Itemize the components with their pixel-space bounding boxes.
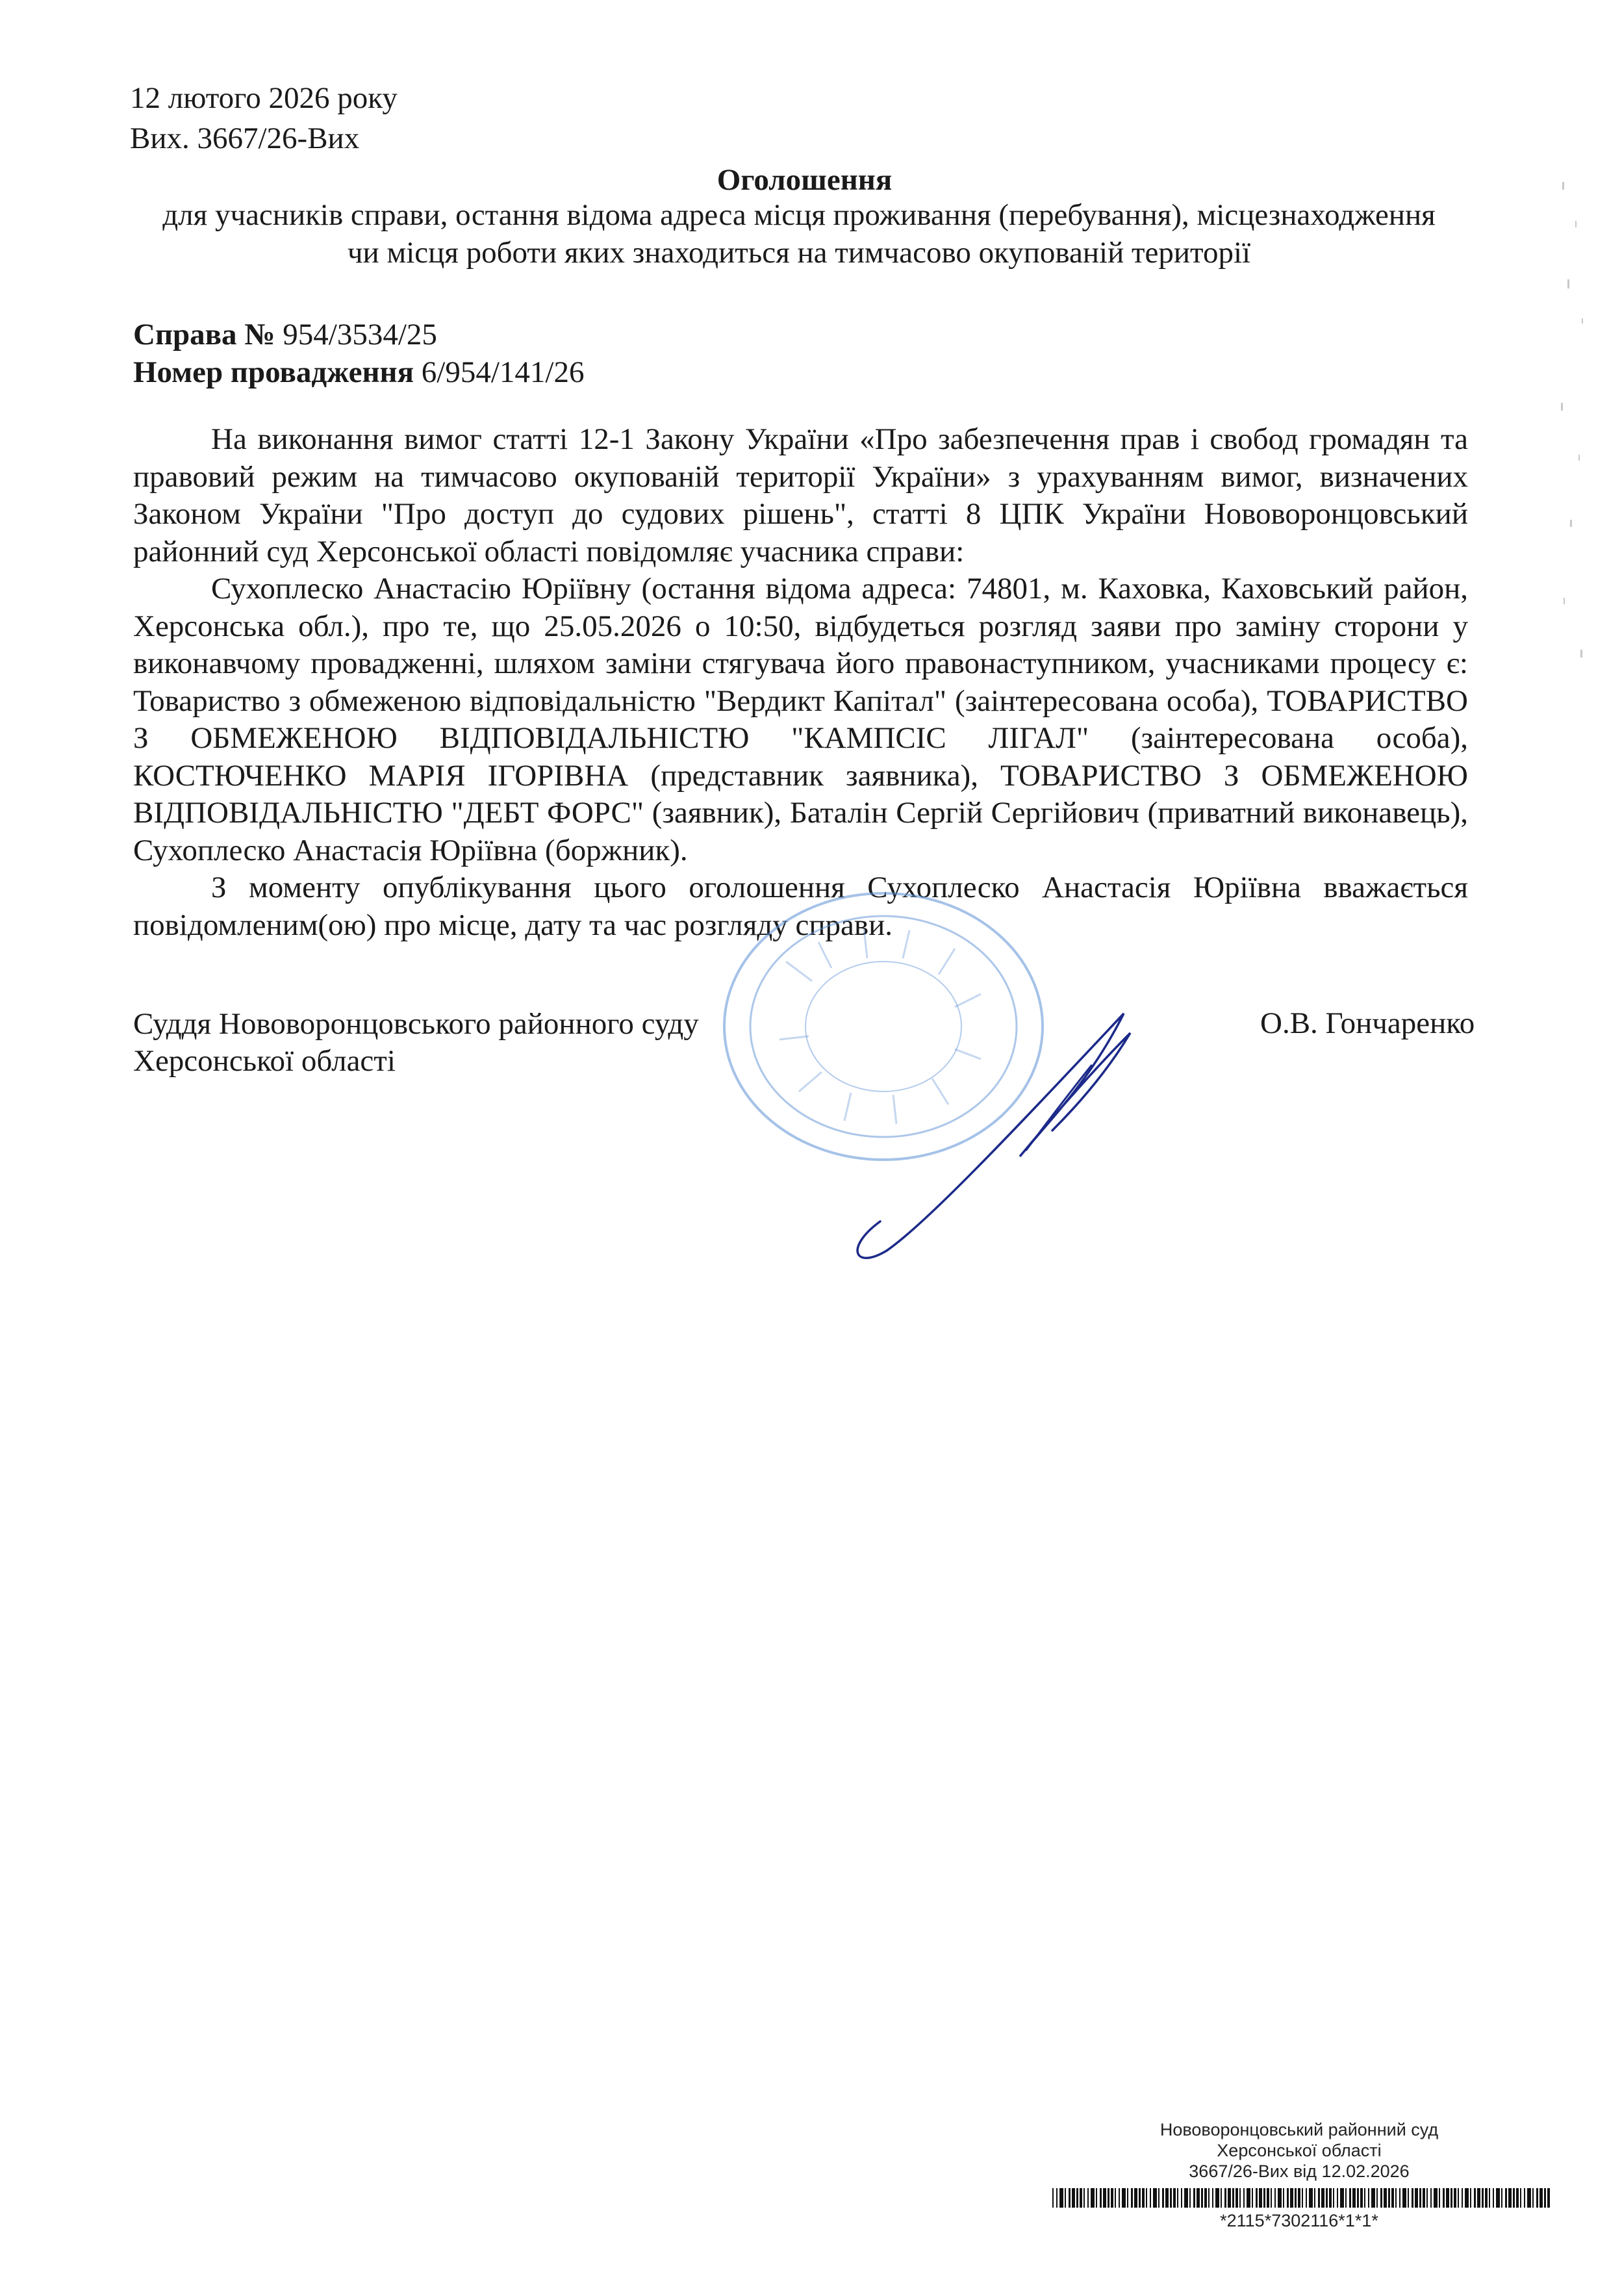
- barcode-bar: [1527, 2188, 1531, 2208]
- barcode-bar: [1520, 2188, 1521, 2208]
- judge-position-line-1: Суддя Нововоронцовського районного суду: [133, 1007, 699, 1041]
- barcode-bar: [1072, 2188, 1075, 2208]
- barcode-bar: [1419, 2188, 1421, 2208]
- barcode-bar: [1360, 2188, 1363, 2208]
- document-date: 12 лютого 2026 року: [130, 81, 398, 115]
- barcode-bar: [1451, 2188, 1452, 2208]
- barcode-bar: [1271, 2188, 1272, 2208]
- barcode-bar: [1122, 2188, 1126, 2208]
- barcode-bar: [1357, 2188, 1359, 2208]
- barcode-bar: [1321, 2188, 1324, 2208]
- barcode-bar: [1388, 2188, 1390, 2208]
- barcode-bar: [1181, 2188, 1182, 2208]
- barcode-bar: [1508, 2188, 1512, 2208]
- judge-position: [133, 1006, 699, 1080]
- barcode-bar: [1111, 2188, 1113, 2208]
- barcode-bar: [1080, 2188, 1082, 2208]
- barcode-bar: [1193, 2188, 1195, 2208]
- barcode-bar: [1462, 2188, 1463, 2208]
- barcode-bar: [1215, 2188, 1219, 2208]
- barcode-bar: [1119, 2188, 1120, 2208]
- barcode-bar: [1340, 2188, 1344, 2208]
- barcode-bar: [1162, 2188, 1164, 2208]
- barcode-bar: [1505, 2188, 1507, 2208]
- barcode-bar: [1395, 2188, 1397, 2208]
- barcode-bar: [1243, 2188, 1245, 2208]
- barcode-bar: [1239, 2188, 1241, 2208]
- barcode-bar: [1103, 2188, 1106, 2208]
- barcode-bar: [1493, 2188, 1494, 2208]
- registration-court-line-1: Нововоронцовський районний суд: [1159, 2120, 1439, 2139]
- barcode-number: *2115*7302116*1*1*: [1220, 2211, 1378, 2230]
- barcode-bar: [1189, 2188, 1191, 2208]
- barcode-bar: [1076, 2188, 1078, 2208]
- barcode-bar: [1274, 2188, 1276, 2208]
- subtitle-line-2: чи місця роботи яких знаходиться на тимчасово окупованій території: [347, 236, 1251, 270]
- registration-number: 3667/26-Вих від 12.02.2026: [1189, 2162, 1410, 2181]
- barcode-bar: [1516, 2188, 1519, 2208]
- barcode-bar: [1056, 2188, 1058, 2208]
- barcode-bar: [1197, 2188, 1200, 2208]
- barcode-bar: [1139, 2188, 1141, 2208]
- barcode-bar: [1496, 2188, 1500, 2208]
- barcode-bar: [1263, 2188, 1265, 2208]
- barcode-bar: [1142, 2188, 1145, 2208]
- barcode-bar: [1252, 2188, 1253, 2208]
- barcode-bar: [1115, 2188, 1116, 2208]
- barcode-bar: [1278, 2188, 1282, 2208]
- barcode-bar: [1391, 2188, 1394, 2208]
- barcode-bar: [1256, 2188, 1258, 2208]
- barcode-bar: [1376, 2188, 1378, 2208]
- barcode-bar: [1544, 2188, 1546, 2208]
- barcode-bar: [1232, 2188, 1234, 2208]
- barcode-bar: [1454, 2188, 1456, 2208]
- barcode-bar: [1158, 2188, 1159, 2208]
- registration-stamp: [1065, 2119, 1533, 2182]
- barcode-bar: [1259, 2188, 1262, 2208]
- case-number-line: [133, 317, 437, 352]
- barcode-bar: [1408, 2188, 1409, 2208]
- barcode-bar: [1349, 2188, 1351, 2208]
- barcode-bar: [1150, 2188, 1151, 2208]
- barcode-bar: [1309, 2188, 1313, 2208]
- barcode-bar: [1426, 2188, 1428, 2208]
- body-paragraph-2: Сухоплеско Анастасію Юріївну (остання відома адреса: 74801, м. Каховка, Каховський район, Херсонська обл.), про те, що 25.05.2026 о 10:50, відбудеться розгляд заяви про заміну сторони у виконавчому провадженні, шляхом заміни стягувача його правонаступником, учасниками процесу є: Товариство з обмеженою відповідальністю "Вердикт Капітал" (заінтересована особа), ТОВАРИСТВО З ОБМЕЖЕНОЮ ВІДПОВІДАЛЬНІСТЮ "КАМПСІС ЛІГАЛ" (заінтересована особа), КОСТЮЧЕНКО МАРІЯ ІГОРІВНА (представник заявника), ТОВАРИСТВО З ОБМЕЖЕНОЮ ВІДПОВІДАЛЬНІСТЮ "ДЕБТ ФОРС" (заявник), Баталін Сергій Сергійович (приватний виконавець), Сухоплеско Анастасія Юріївна (боржник).: [133, 572, 1468, 867]
- barcode-bar: [1412, 2188, 1413, 2208]
- barcode-bar: [1290, 2188, 1293, 2208]
- case-number: 954/3534/25: [283, 318, 437, 351]
- barcode-bar: [1458, 2188, 1459, 2208]
- barcode-bar: [1173, 2188, 1176, 2208]
- barcode-bar: [1134, 2188, 1137, 2208]
- barcode-bar: [1430, 2188, 1432, 2208]
- barcode-bar: [1052, 2188, 1054, 2208]
- barcode-bar: [1443, 2188, 1445, 2208]
- body-paragraph-1: На виконання вимог статті 12-1 Закону України «Про забезпечення прав і свобод громадян та правовий режим на тимчасово окупованій території України» з урахуванням вимог, визначених Законом України "Про доступ до судових рішень", статті 8 ЦПК України Нововоронцовський районний суд Херсонської області повідомляє учасника справи:: [133, 422, 1468, 568]
- scan-margin-marks: [1556, 182, 1595, 702]
- barcode-bar: [1477, 2188, 1480, 2208]
- barcode-bar: [1474, 2188, 1476, 2208]
- barcode-bar: [1465, 2188, 1469, 2208]
- barcode-bar: [1212, 2188, 1213, 2208]
- barcode-bar: [1368, 2188, 1369, 2208]
- barcode-bar: [1065, 2188, 1066, 2208]
- outgoing-number: Вих. 3667/26-Вих: [130, 121, 360, 155]
- announcement-title: Оголошення: [716, 163, 893, 197]
- barcode-bar: [1415, 2188, 1418, 2208]
- subtitle-line-1: для учасників справи, остання відома адреса місця проживання (перебування), місцезнаходження: [162, 198, 1436, 232]
- proceeding-label: Номер провадження: [133, 355, 414, 389]
- barcode-bar: [1318, 2188, 1320, 2208]
- barcode-bar: [1439, 2188, 1440, 2208]
- barcode-bar: [1295, 2188, 1297, 2208]
- barcode-bar: [1283, 2188, 1284, 2208]
- barcode-bar: [1204, 2188, 1207, 2208]
- barcode-bar: [1165, 2188, 1169, 2208]
- barcode-bar: [1108, 2188, 1109, 2208]
- barcode-bar: [1364, 2188, 1365, 2208]
- barcode-bar: [1345, 2188, 1347, 2208]
- barcode-bar: [1423, 2188, 1425, 2208]
- barcode-bar: [1100, 2188, 1102, 2208]
- judge-name: О.В. Гончаренко: [1260, 1006, 1475, 1040]
- barcode-bar: [1247, 2188, 1250, 2208]
- announcement-subtitle: [130, 196, 1468, 272]
- barcode-bar: [1201, 2188, 1203, 2208]
- barcode-bar: [1131, 2188, 1133, 2208]
- barcode-bar: [1224, 2188, 1226, 2208]
- barcode-bar: [1221, 2188, 1222, 2208]
- barcode-bar: [1446, 2188, 1449, 2208]
- barcode-bar: [1402, 2188, 1406, 2208]
- barcode-bar: [1208, 2188, 1210, 2208]
- barcode-bar: [1127, 2188, 1128, 2208]
- barcode-bar: [1298, 2188, 1300, 2208]
- registration-barcode: [1052, 2188, 1552, 2208]
- barcode-bar: [1235, 2188, 1238, 2208]
- judge-signature: [831, 962, 1221, 1273]
- barcode-bar: [1306, 2188, 1307, 2208]
- case-label: Справа №: [133, 318, 275, 351]
- barcode-bar: [1337, 2188, 1338, 2208]
- barcode-bar: [1434, 2188, 1438, 2208]
- barcode-bar: [1314, 2188, 1315, 2208]
- proceeding-number: 6/954/141/26: [421, 355, 585, 389]
- barcode-bar: [1302, 2188, 1303, 2208]
- barcode-bar: [1170, 2188, 1172, 2208]
- barcode-bar: [1329, 2188, 1332, 2208]
- barcode-bar: [1524, 2188, 1525, 2208]
- barcode-bar: [1539, 2188, 1543, 2208]
- barcode-bar: [1069, 2188, 1071, 2208]
- barcode-bar: [1228, 2188, 1231, 2208]
- barcode-bar: [1489, 2188, 1490, 2208]
- barcode-bar: [1536, 2188, 1538, 2208]
- barcode-bar: [1482, 2188, 1484, 2208]
- barcode-bar: [1333, 2188, 1334, 2208]
- barcode-bar: [1532, 2188, 1534, 2208]
- barcode-bar: [1380, 2188, 1382, 2208]
- barcode-bar: [1091, 2188, 1095, 2208]
- barcode-bar: [1547, 2188, 1550, 2208]
- barcode-bar: [1153, 2188, 1157, 2208]
- barcode-bar: [1470, 2188, 1471, 2208]
- barcode-bar: [1087, 2188, 1089, 2208]
- barcode-bar: [1059, 2188, 1063, 2208]
- barcode-bar: [1384, 2188, 1387, 2208]
- barcode-bar: [1485, 2188, 1488, 2208]
- barcode-bar: [1352, 2188, 1356, 2208]
- judge-position-line-2: Херсонської області: [133, 1044, 396, 1078]
- barcode-bar: [1083, 2188, 1085, 2208]
- barcode-bar: [1399, 2188, 1400, 2208]
- barcode-bar: [1513, 2188, 1515, 2208]
- barcode-bar: [1267, 2188, 1269, 2208]
- barcode-bar: [1501, 2188, 1502, 2208]
- barcode-bar: [1287, 2188, 1289, 2208]
- proceeding-number-line: [133, 355, 584, 390]
- registration-court-line-2: Херсонської області: [1217, 2141, 1382, 2160]
- barcode-bar: [1371, 2188, 1375, 2208]
- body-paragraph-3: З моменту опублікування цього оголошення Сухоплеско Анастасія Юріївна вважається повідомленим(ою) про місце, дату та час розгляду справи.: [133, 871, 1468, 942]
- barcode-bar: [1096, 2188, 1097, 2208]
- barcode-bar: [1146, 2188, 1147, 2208]
- barcode-bar: [1326, 2188, 1328, 2208]
- barcode-bar: [1177, 2188, 1178, 2208]
- barcode-bar: [1184, 2188, 1188, 2208]
- announcement-body: [133, 421, 1468, 944]
